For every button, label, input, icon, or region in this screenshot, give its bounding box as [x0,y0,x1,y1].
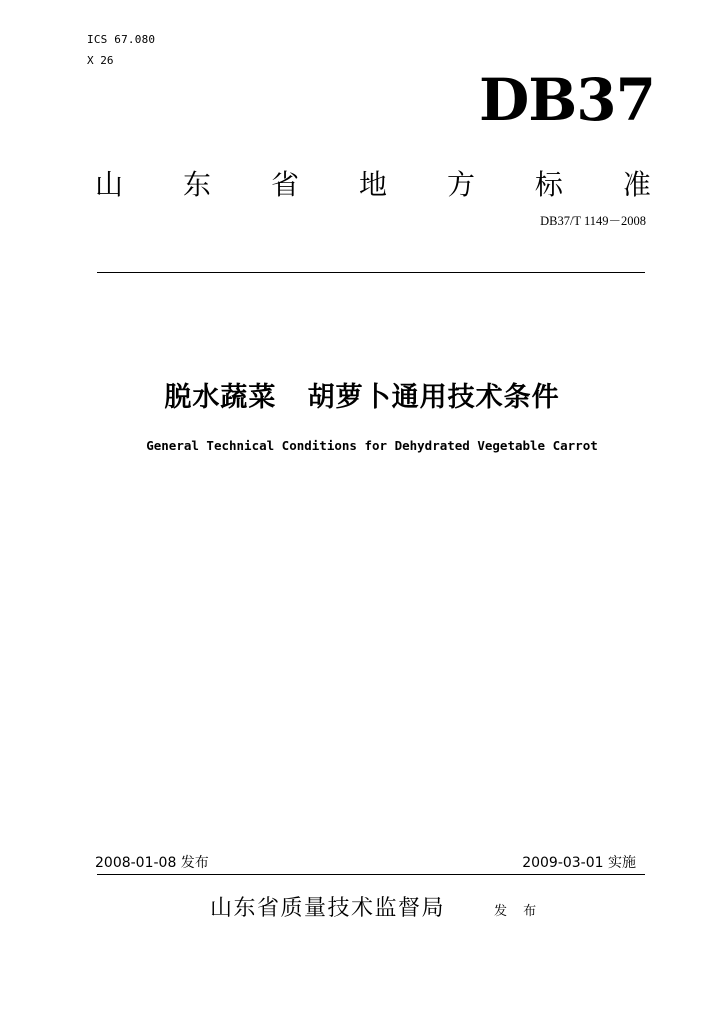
bottom-divider [97,874,645,875]
standard-type-char: 准 [622,168,651,201]
standard-type-char: 标 [534,168,563,201]
db-code: DB37 [478,66,655,134]
title-chinese: 脱水蔬菜 胡萝卜通用技术条件 [164,382,560,413]
standard-type-char: 地 [358,168,387,201]
ics-code: ICS 67.080 [87,33,156,46]
standard-type-char: 方 [446,168,475,201]
standard-type-char: 东 [182,168,211,201]
classification-code: X 26 [87,54,114,67]
standard-number: DB37/T 1149－2008 [540,214,646,228]
title-english: General Technical Conditions for Dehydrated Vegetable Carrot [146,438,598,453]
top-divider [97,272,645,273]
implementation-date: 2009-03-01 实施 [522,855,636,871]
standard-type-heading [95,168,651,202]
publisher: 山东省质量技术监督局 [210,896,446,921]
standard-type-char: 山 [95,168,124,201]
standard-type-char: 省 [270,168,299,201]
publish-label: 发 布 [494,904,543,919]
issue-date: 2008-01-08 发布 [95,855,209,871]
